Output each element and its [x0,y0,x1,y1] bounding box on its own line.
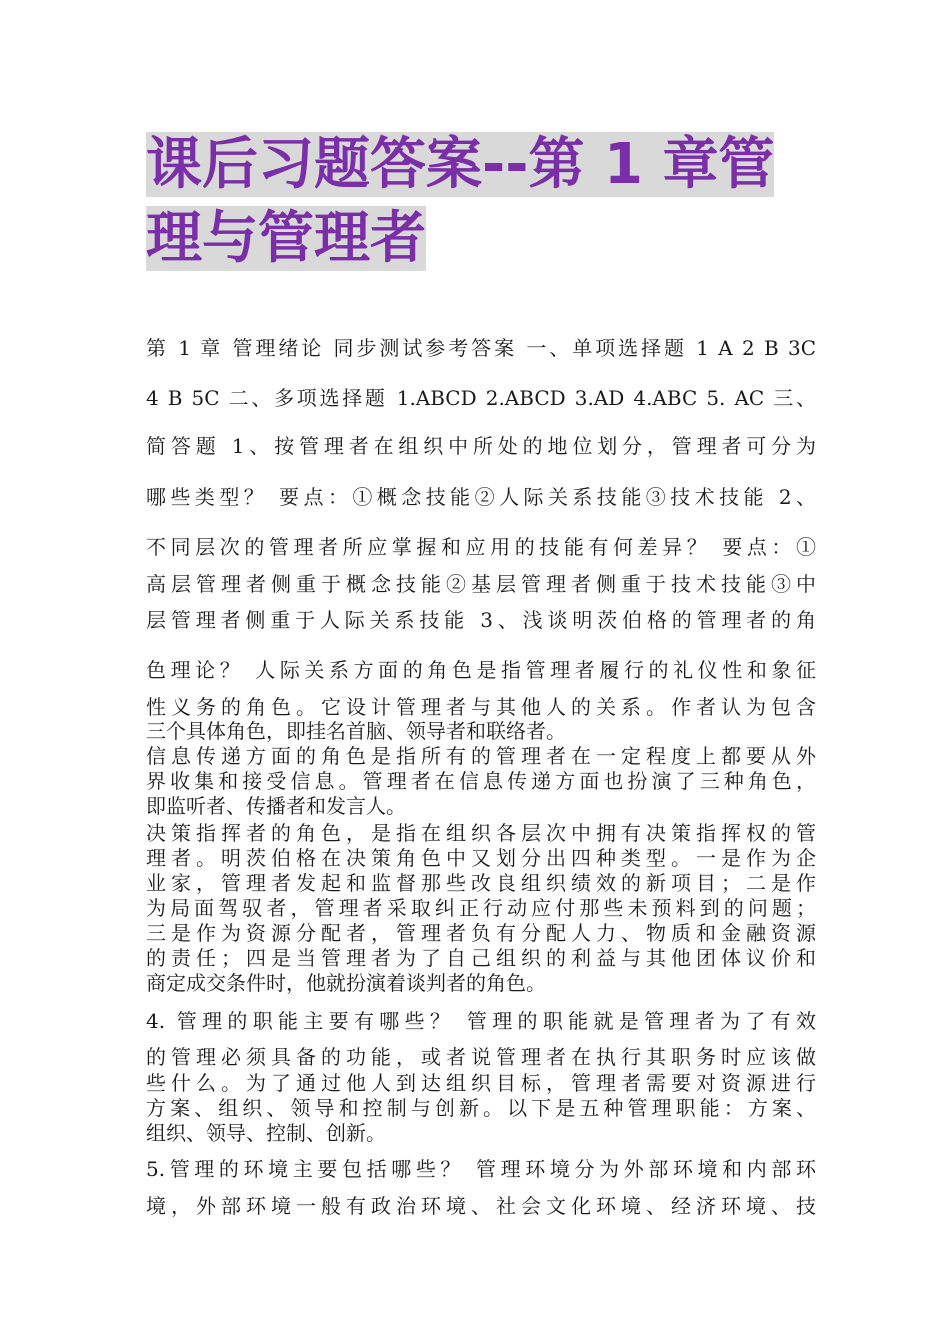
body-line: 些什么。为了通过他人到达组织目标，管理者需要对资源进行 [146,1071,816,1095]
body-line: 不同层次的管理者所应掌握和应用的技能有何差异？ 要点：① [146,535,816,559]
body-line: 商定成交条件时，他就扮演着谈判者的角色。 [146,971,546,995]
body-line: 5.管理的环境主要包括哪些？ 管理环境分为外部环境和内部环 [146,1157,816,1181]
body-line: 哪些类型？ 要点：①概念技能②人际关系技能③技术技能 2、 [146,485,816,509]
title-line-2: 理与管理者 [146,206,426,271]
body-line: 的管理必须具备的功能，或者说管理者在执行其职务时应该做 [146,1045,816,1069]
body-line: 第 1 章 管理绪论 同步测试参考答案 一、单项选择题 1 A 2 B 3C [146,336,816,360]
body-line: 高层管理者侧重于概念技能②基层管理者侧重于技术技能③中 [146,572,816,596]
body-line: 业家，管理者发起和监督那些改良组织绩效的新项目；二是作 [146,871,816,895]
body-line: 方案、组织、领导和控制与创新。以下是五种管理职能：方案、 [146,1096,816,1120]
body-line: 三个具体角色，即挂名首脑、领导者和联络者。 [146,719,566,743]
body-line: 三是作为资源分配者，管理者负有分配人力、物质和金融资源 [146,921,816,945]
body-line: 即监听者、传播者和发言人。 [146,794,406,818]
body-line: 色理论？ 人际关系方面的角色是指管理者履行的礼仪性和象征 [146,658,816,682]
title-line-1: 课后习题答案--第 1 章管 [146,132,775,197]
body-line: 境，外部环境一般有政治环境、社会文化环境、经济环境、技 [146,1194,816,1218]
body-line: 简答题 1、按管理者在组织中所处的地位划分，管理者可分为 [146,434,816,458]
body-line: 信息传递方面的角色是指所有的管理者在一定程度上都要从外 [146,744,816,768]
body-line: 性义务的角色。它设计管理者与其他人的关系。作者认为包含 [146,695,816,719]
body-line: 为局面驾驭者，管理者采取纠正行动应付那些未预料到的问题； [146,896,816,920]
body-line: 界收集和接受信息。管理者在信息传递方面也扮演了三种角色， [146,769,816,793]
body-line: 组织、领导、控制、创新。 [146,1121,386,1145]
body-line: 层管理者侧重于人际关系技能 3、浅谈明茨伯格的管理者的角 [146,608,816,632]
body-line: 4 B 5C 二、多项选择题 1.ABCD 2.ABCD 3.AD 4.ABC 5. AC 三、 [146,386,816,410]
body-line: 4. 管理的职能主要有哪些？ 管理的职能就是管理者为了有效 [146,1009,816,1033]
body-line: 的责任；四是当管理者为了自己组织的利益与其他团体议价和 [146,946,816,970]
body-line: 决策指挥者的角色，是指在组织各层次中拥有决策指挥权的管 [146,821,816,845]
document-title [146,128,816,276]
body-line: 理者。明茨伯格在决策角色中又划分出四种类型。一是作为企 [146,846,816,870]
